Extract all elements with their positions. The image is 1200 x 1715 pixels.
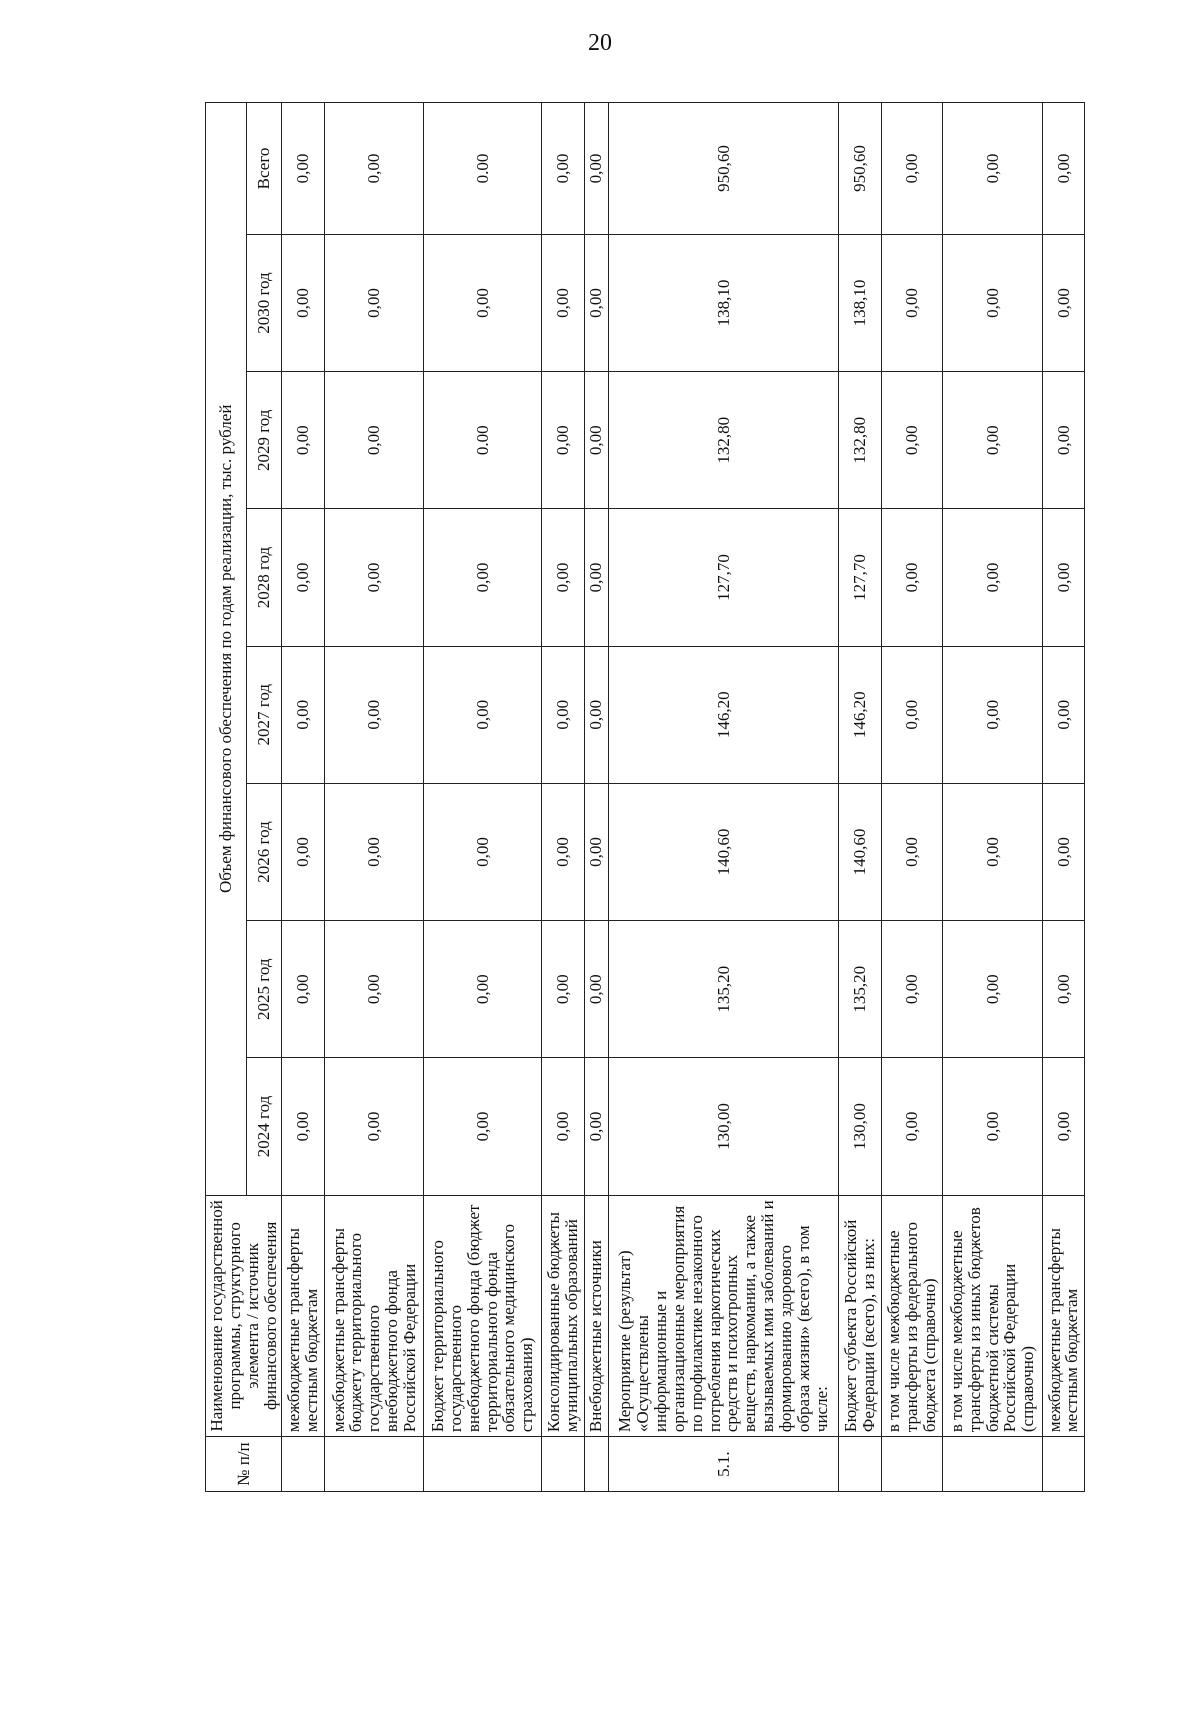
cell-2025: 0,00 — [424, 921, 542, 1058]
table-row — [424, 103, 542, 1492]
cell-2030: 0,00 — [943, 234, 1042, 371]
cell-2030: 0,00 — [1042, 234, 1085, 371]
cell-2025: 0,00 — [943, 921, 1042, 1058]
cell-2025: 0,00 — [584, 921, 608, 1058]
cell-2027: 0,00 — [282, 646, 325, 783]
row-number: 5.1. — [608, 1437, 838, 1492]
cell-2025: 0,00 — [1042, 921, 1085, 1058]
cell-2029: 0.00 — [424, 372, 542, 509]
cell-2030: 0,00 — [325, 234, 424, 371]
cell-total: 950,60 — [608, 103, 838, 235]
cell-2027: 0,00 — [943, 646, 1042, 783]
cell-2028: 0,00 — [282, 509, 325, 646]
row-name: межбюджетные трансферты местным бюджетам — [282, 1195, 325, 1437]
row-name: Консолидированные бюджеты муниципальных образований — [542, 1195, 585, 1437]
cell-2030: 0,00 — [881, 234, 943, 371]
cell-total: 950,60 — [839, 103, 882, 235]
cell-2030: 0,00 — [282, 234, 325, 371]
cell-2026: 0,00 — [584, 783, 608, 920]
row-name: в том числе межбюджетные трансферты из федерального бюджета (справочно) — [881, 1195, 943, 1437]
page-number: 20 — [588, 30, 612, 56]
cell-2028: 127,70 — [608, 509, 838, 646]
cell-2029: 0,00 — [584, 372, 608, 509]
row-number — [325, 1437, 424, 1492]
cell-2025: 135,20 — [608, 921, 838, 1058]
cell-2028: 0,00 — [542, 509, 585, 646]
cell-total: 0,00 — [1042, 103, 1085, 235]
row-number — [424, 1437, 542, 1492]
cell-2024: 0,00 — [325, 1058, 424, 1195]
cell-2030: 0,00 — [542, 234, 585, 371]
cell-2024: 130,00 — [839, 1058, 882, 1195]
cell-2029: 132,80 — [608, 372, 838, 509]
cell-2026: 0,00 — [1042, 783, 1085, 920]
cell-2025: 135,20 — [839, 921, 882, 1058]
row-number — [839, 1437, 882, 1492]
row-number — [881, 1437, 943, 1492]
cell-2028: 127,70 — [839, 509, 882, 646]
table-row — [608, 103, 838, 1492]
cell-2027: 0,00 — [424, 646, 542, 783]
cell-2024: 0,00 — [584, 1058, 608, 1195]
cell-total: 0,00 — [584, 103, 608, 235]
cell-2026: 0,00 — [542, 783, 585, 920]
cell-2029: 0,00 — [325, 372, 424, 509]
header-year-2029: 2029 год — [247, 372, 282, 509]
cell-2027: 0,00 — [584, 646, 608, 783]
header-year-2028: 2028 год — [247, 509, 282, 646]
row-name: в том числе межбюджетные трансферты из иных бюджетов бюджетной системы Российской Федерации (справочно) — [943, 1195, 1042, 1437]
cell-2026: 0,00 — [881, 783, 943, 920]
table-row — [325, 103, 424, 1492]
cell-2025: 0,00 — [881, 921, 943, 1058]
cell-2029: 132,80 — [839, 372, 882, 509]
cell-2028: 0,00 — [1042, 509, 1085, 646]
financing-table — [205, 102, 1085, 1492]
cell-total: 0,00 — [943, 103, 1042, 235]
row-name: межбюджетные трансферты местным бюджетам — [1042, 1195, 1085, 1437]
row-name: Бюджет территориального государственного внебюджетного фонда (бюджет территориального фонда обязательного медицинского страхования) — [424, 1195, 542, 1437]
header-name: Наименование государственной программы, структурного элемента / источник финансового обеспечения — [206, 1195, 282, 1437]
cell-2026: 0,00 — [282, 783, 325, 920]
cell-2030: 138,10 — [839, 234, 882, 371]
row-name: Внебюджетные источники — [584, 1195, 608, 1437]
cell-2026: 0,00 — [943, 783, 1042, 920]
row-name: Бюджет субъекта Российской Федерации (всего), из них: — [839, 1195, 882, 1437]
row-number — [584, 1437, 608, 1492]
cell-2030: 0,00 — [584, 234, 608, 371]
cell-2024: 0,00 — [282, 1058, 325, 1195]
row-name: межбюджетные трансферты бюджету территориального государственного внебюджетного фонда Российской Федерации — [325, 1195, 424, 1437]
cell-total: 0,00 — [881, 103, 943, 235]
cell-2029: 0,00 — [282, 372, 325, 509]
cell-2030: 0,00 — [424, 234, 542, 371]
cell-2024: 0,00 — [542, 1058, 585, 1195]
row-number — [1042, 1437, 1085, 1492]
header-total: Всего — [247, 103, 282, 235]
cell-2024: 130,00 — [608, 1058, 838, 1195]
cell-2024: 0,00 — [943, 1058, 1042, 1195]
header-year-2025: 2025 год — [247, 921, 282, 1058]
row-number — [542, 1437, 585, 1492]
cell-2026: 140,60 — [608, 783, 838, 920]
header-year-2027: 2027 год — [247, 646, 282, 783]
cell-2024: 0,00 — [1042, 1058, 1085, 1195]
cell-2029: 0,00 — [542, 372, 585, 509]
cell-total: 0.00 — [424, 103, 542, 235]
cell-2026: 0,00 — [325, 783, 424, 920]
cell-2027: 0,00 — [542, 646, 585, 783]
row-number — [943, 1437, 1042, 1492]
cell-total: 0,00 — [325, 103, 424, 235]
table-container — [205, 102, 1085, 1492]
header-year-2024: 2024 год — [247, 1058, 282, 1195]
table-row — [1042, 103, 1085, 1492]
cell-2027: 0,00 — [1042, 646, 1085, 783]
cell-2029: 0,00 — [943, 372, 1042, 509]
cell-2025: 0,00 — [325, 921, 424, 1058]
cell-2027: 146,20 — [608, 646, 838, 783]
header-year-2026: 2026 год — [247, 783, 282, 920]
cell-total: 0,00 — [542, 103, 585, 235]
row-number — [282, 1437, 325, 1492]
table-row — [881, 103, 943, 1492]
table-row — [943, 103, 1042, 1492]
cell-2030: 138,10 — [608, 234, 838, 371]
cell-2024: 0,00 — [881, 1058, 943, 1195]
header-financing-volume: Объем финансового обеспечения по годам реализации, тыс. рублей — [206, 103, 247, 1196]
cell-2026: 0,00 — [424, 783, 542, 920]
header-number: № п/п — [206, 1437, 282, 1492]
cell-2025: 0,00 — [282, 921, 325, 1058]
cell-2029: 0,00 — [881, 372, 943, 509]
cell-2027: 146,20 — [839, 646, 882, 783]
table-row — [584, 103, 608, 1492]
cell-2027: 0,00 — [881, 646, 943, 783]
cell-2026: 140,60 — [839, 783, 882, 920]
cell-2028: 0,00 — [424, 509, 542, 646]
cell-2027: 0,00 — [325, 646, 424, 783]
cell-2029: 0,00 — [1042, 372, 1085, 509]
cell-2028: 0,00 — [325, 509, 424, 646]
table-row — [282, 103, 325, 1492]
table-row — [542, 103, 585, 1492]
table-row — [839, 103, 882, 1492]
cell-2028: 0,00 — [881, 509, 943, 646]
cell-2025: 0,00 — [542, 921, 585, 1058]
header-year-2030: 2030 год — [247, 234, 282, 371]
cell-2028: 0,00 — [584, 509, 608, 646]
cell-2024: 0,00 — [424, 1058, 542, 1195]
cell-2028: 0,00 — [943, 509, 1042, 646]
row-name: Мероприятие (результат) «Осуществлены информационные и организационные мероприятия по профилактике незаконного потребления наркотических средств и психотропных веществ, наркомании, а также вызываемых ими заболеваний и формированию здорового образа жизни» (всего), в том числе: — [608, 1195, 838, 1437]
cell-total: 0,00 — [282, 103, 325, 235]
